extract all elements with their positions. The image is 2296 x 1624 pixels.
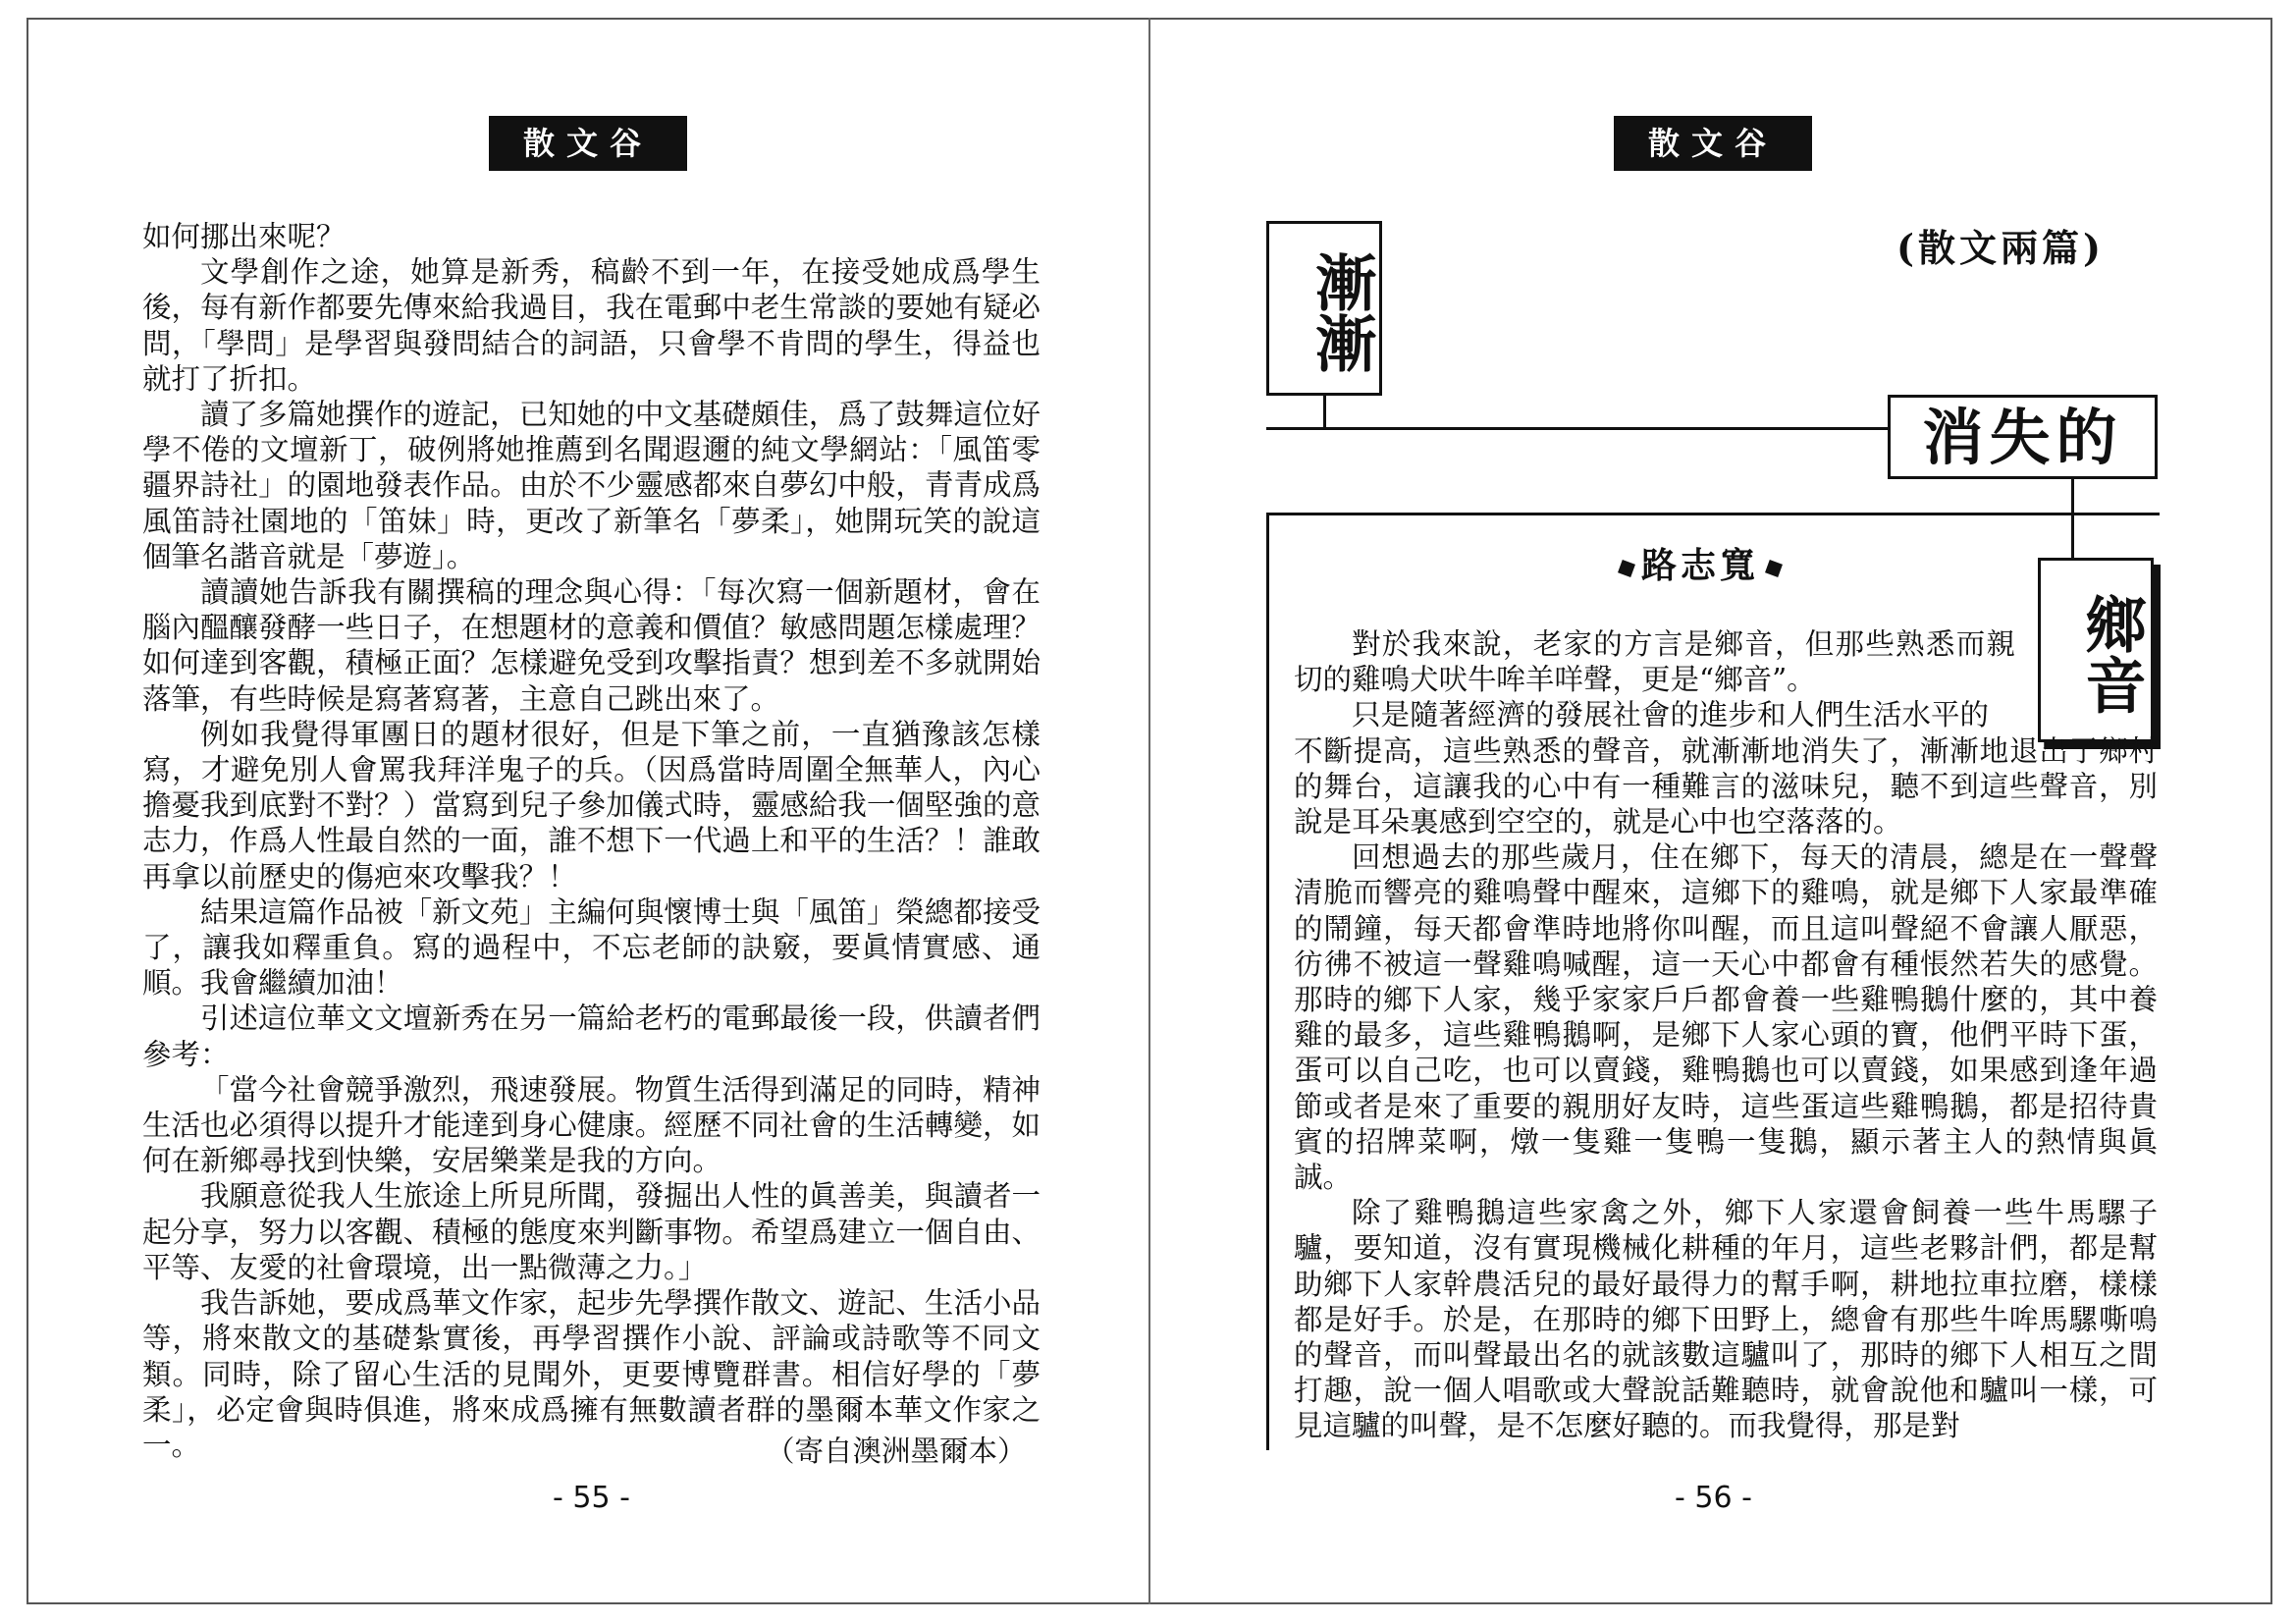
title-connector-v2	[2071, 478, 2074, 559]
paragraph: 只是隨著經濟的發展社會的進步和人們生活水平的	[1352, 698, 1990, 732]
paragraph: 讀了多篇她撰作的遊記，已知她的中文基礎頗佳，爲了鼓舞這位好學不倦的文壇新丁，破例將她推薦到名聞遐邇的純文學網站：「風笛零疆界詩社」的園地發表作品。由於不少靈感都來自夢幻中般，青青成爲風笛詩社園地的「笛妹」時，更改了新筆名「夢柔」，她開玩笑的說這個筆名諧音就是「夢遊」。	[142, 398, 1041, 573]
title-block-jianjian: 漸漸	[1266, 221, 1382, 396]
title-connector-v1	[1323, 395, 1326, 428]
signature-line: （寄自澳洲墨爾本）	[766, 1435, 1027, 1468]
left-page-body	[142, 219, 1041, 1463]
title-block-xiaoshi: 消失的	[1888, 395, 2158, 479]
paragraph: 我願意從我人生旅途上所見所聞，發掘出人性的眞善美，與讀者一起分享，努力以客觀、積極的態度來判斷事物。希望爲建立一個自由、平等、友愛的社會環境，出一點微薄之力。」	[142, 1179, 1041, 1284]
paragraph: 文學創作之途，她算是新秀，稿齡不到一年，在接受她成爲學生後，每有新作都要先傳來給我過目，我在電郵中老生常談的要她有疑必問，「學問」是學習與發問結合的詞語，只會學不肯問的學生，得益也就打了折扣。	[142, 255, 1041, 396]
right-page-body	[1294, 626, 2158, 1444]
paragraph: 例如我覺得軍團日的題材很好，但是下筆之前，一直猶豫該怎樣寫，才避免別人會罵我拜洋鬼子的兵。（因爲當時周圍全無華人，內心擔憂我到底對不對？）當寫到兒子參加儀式時，靈感給我一個堅強的意志力，作爲人性最自然的一面，誰不想下一代過上和平的生活？！誰敢再拿以前歷史的傷疤來攻擊我？！	[142, 717, 1041, 893]
article-subtitle: (散文兩篇)	[1896, 226, 2105, 270]
paragraph: 引述這位華文文壇新秀在另一篇給老朽的電郵最後一段，供讀者們參考：	[142, 1001, 1041, 1071]
paragraph: 如何挪出來呢？	[142, 220, 346, 253]
paragraph: 回想過去的那些歲月，住在鄉下，每天的清晨，總是在一聲聲清脆而響亮的雞鳴聲中醒來，這鄉下的雞鳴，就是鄉下人家最準確的鬧鐘，每天都會準時地將你叫醒，而且這叫聲絕不會讓人厭惡，彷彿不被這一聲雞鳴喊醒，這一天心中都會有種悵然若失的感覺。那時的鄉下人家，幾乎家家戶戶都會養一些雞鴨鵝什麼的，其中養雞的最多，這些雞鴨鵝啊，是鄉下人家心頭的寶，他們平時下蛋，蛋可以自己吃，也可以賣錢，雞鴨鵝也可以賣錢，如果感到逢年過節或者是來了重要的親朋好友時，這些蛋這些雞鴨鵝，都是招待貴賓的招牌菜啊，燉一隻雞一隻鴨一隻鵝，顯示著主人的熱情與眞誠。	[1294, 840, 2158, 1195]
page-number-right: - 56 -	[1675, 1481, 1752, 1515]
author-ornament-right	[1765, 560, 1783, 577]
title-rule-top	[1266, 427, 1890, 430]
paragraph: 除了雞鴨鵝這些家禽之外，鄉下人家還會飼養一些牛馬騾子驢，要知道，沒有實現機械化耕種的年月，這些老夥計們，都是幫助鄉下人家幹農活兒的最好最得力的幫手啊，耕地拉車拉磨，樣樣都是好手。於是，在那時的鄉下田野上，總會有那些牛哞馬騾嘶鳴的聲音，而叫聲最出名的就該數這驢叫了，那時的鄉下人相互之間打趣，說一個人唱歌或大聲說話難聽時，就會說他和驢叫一樣，可見這驢的叫聲，是不怎麼好聽的。而我覺得，那是對	[1294, 1196, 2158, 1443]
article-box-left	[1266, 513, 1269, 1450]
paragraph: 我告訴她，要成爲華文作家，起步先學撰作散文、遊記、生活小品等，將來散文的基礎紮實後，再學習撰作小說、評論或詩歌等不同文類。同時，除了留心生活的見聞外，更要博覽群書。相信好學的「夢柔」，必定會與時俱進，將來成爲擁有無數讀者群的墨爾本華文作家之一。	[142, 1286, 1041, 1462]
paragraph: 「當今社會競爭激烈，飛速發展。物質生活得到滿足的同時，精神生活也必須得以提升才能達到身心健康。經歷不同社會的生活轉變，如何在新鄉尋找到快樂，安居樂業是我的方向。	[142, 1072, 1041, 1178]
paragraph: 結果這篇作品被「新文苑」主編何與懷博士與「風笛」榮總都接受了，讓我如釋重負。寫的過程中，不忘老師的訣竅，要眞情實感、通順。我會繼續加油！	[142, 894, 1041, 1001]
running-header-right: 散文谷	[1614, 116, 1812, 171]
title-block-xiangyin: 鄉音	[2038, 558, 2154, 742]
paragraph: 讀讀她告訴我有關撰稿的理念與心得：「每次寫一個新題材，會在腦內醞釀發酵一些日子，在想題材的意義和價值？敏感問題怎樣處理？如何達到客觀，積極正面？怎樣避免受到攻擊指責？想到差不多就開始落筆，有些時候是寫著寫著，主意自己跳出來了。	[142, 575, 1041, 716]
author-line	[1612, 538, 1789, 588]
article-box-top	[1266, 513, 2160, 515]
author-ornament-left	[1618, 560, 1635, 577]
page-fold	[1148, 18, 1150, 1604]
paragraph: 對於我來說，老家的方言是鄉音，但那些熟悉而親切的雞鳴犬吠牛哞羊咩聲，更是“鄉音”。	[1294, 627, 2015, 697]
paragraph: 不斷提高，這些熟悉的聲音，就漸漸地消失了，漸漸地退出了鄉村的舞台，這讓我的心中有一種難言的滋味兒，聽不到這些聲音，別說是耳朵裏感到空空的，就是心中也空落落的。	[1294, 733, 2158, 839]
page-number-left: - 55 -	[553, 1481, 630, 1515]
running-header-left: 散文谷	[489, 116, 687, 171]
author-name: 路志寬	[1641, 545, 1760, 586]
